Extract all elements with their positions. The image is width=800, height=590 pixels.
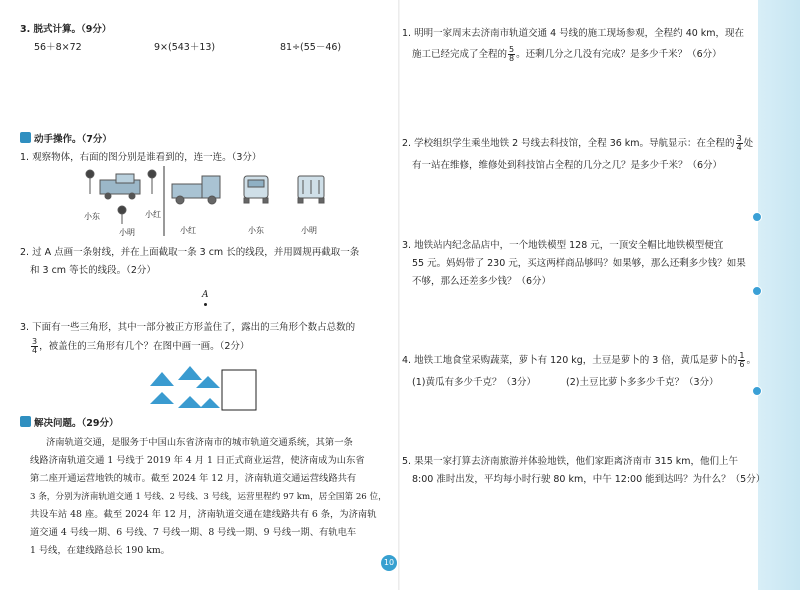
side-margin-strip	[758, 0, 800, 590]
passage-line-1: 济南轨道交通，是服务于中国山东省济南市的城市轨道交通系统，其第一条	[46, 437, 353, 448]
truck-back-view	[298, 176, 324, 203]
r-q4-line1: 4. 地铁工地食堂采购蔬菜，萝卜有 120 kg，土豆是萝卜的 3 倍，黄瓜是萝卜的 $\frac{1}{6}$ 。	[402, 351, 756, 369]
s4-q1-text: 1. 观察物体，右面的图分别是谁看到的，连一连。（3分）	[20, 152, 262, 163]
expr-2: 9×(543＋13)	[154, 42, 216, 53]
triangles	[150, 366, 220, 408]
r-q1-line2: 施工已经完成了全程的 $\frac{5}{8}$ 。还剩几分之几没有完成？是多少千米？（6分）	[412, 45, 722, 63]
truck-side-view	[172, 176, 220, 204]
s4-q2-line2: 和 3 cm 等长的线段。（2分）	[30, 265, 156, 276]
r-q5-line2: 8:00 准时出发，平均每小时行驶 80 km，中午 12:00 能到达吗？为什么？（5分）	[412, 474, 766, 485]
section-icon	[20, 416, 31, 427]
fraction: $\frac{3}{4}$	[736, 134, 742, 152]
label-xiaohong: 小红	[145, 210, 161, 219]
page-number: 10	[381, 555, 397, 571]
r-q3-line1: 3. 地铁站内纪念品店中，一个地铁模型 128 元，一顶安全帽比地铁模型便宜	[402, 240, 724, 251]
covering-square	[222, 370, 256, 410]
r-q2-line1: 2. 学校组织学生乘坐地铁 2 号线去科技馆，全程 36 km。导航显示：在全程的 $\frac{3}{4}$ 处	[402, 134, 754, 152]
s4-q3-line1: 3. 下面有一些三角形，其中一部分被正方形盖住了，露出的三角形个数占总数的	[20, 322, 356, 333]
fraction: $\frac{3}{4}$	[32, 337, 38, 355]
fraction: $\frac{5}{8}$	[509, 45, 515, 63]
margin-dot	[752, 286, 762, 296]
observation-figure	[80, 166, 380, 236]
expr-1: 56＋8×72	[34, 42, 82, 53]
passage-line-5: 共设车站 48 座。截至 2024 年 12 月，济南轨道交通在建线路共有 6 条，为济南轨	[30, 509, 377, 520]
r-q3-line2: 55 元。妈妈带了 230 元，买这两样商品够吗？如果够，那么还剩多少钱？如果	[412, 258, 746, 269]
passage-line-6: 道交通 4 号线一期、6 号线、7 号线一期、8 号线一期、9 号线一期、有轨电车	[30, 527, 357, 538]
section5-title: 解决问题。（29分）	[20, 416, 118, 431]
label-xiaoming: 小明	[119, 228, 135, 237]
margin-dot	[752, 212, 762, 222]
r-q4-sub1: (1)黄瓜有多少千克？（3分）	[412, 377, 537, 388]
fraction: $\frac{1}{6}$	[739, 351, 745, 369]
option-label-2: 小东	[248, 226, 264, 235]
option-label-1: 小红	[180, 226, 196, 235]
passage-line-4: 3 条，分别为济南轨道交通 1 号线、2 号线、3 号线，运营里程约 97 km，居全国第 26 位，	[30, 492, 387, 502]
section-icon	[20, 132, 31, 143]
r-q5-line1: 5. 果果一家打算去济南旅游并体验地铁，他们家距离济南市 315 km，他们上午	[402, 456, 739, 467]
passage-line-7: 1 号线，在建线路总长 190 km。	[30, 545, 170, 556]
r-q4-sub2: (2)土豆比萝卜多多少千克？（3分）	[566, 377, 719, 388]
r-q2-line2: 有一站在维修，维修处到科技馆占全程的几分之几？是多少千米？（6分）	[412, 160, 723, 171]
passage-line-3: 第二座开通运营地铁的城市。截至 2024 年 12 月，济南轨道交通运营线路共有	[30, 473, 357, 484]
section4-title: 动手操作。（7分）	[20, 132, 112, 147]
page-fold	[398, 0, 400, 590]
truck-front-view	[244, 176, 268, 203]
expr-3: 81÷(55－46)	[280, 42, 342, 53]
label-xiaodong: 小东	[84, 212, 100, 221]
triangles-figure	[148, 364, 278, 414]
option-label-3: 小明	[301, 226, 317, 235]
point-a-label: A	[202, 290, 209, 300]
point-a-dot	[204, 303, 207, 306]
s4-q2-line1: 2. 过 A 点画一条射线，并在上面截取一条 3 cm 长的线段，并用圆规再截取一条	[20, 247, 360, 258]
margin-dot	[752, 386, 762, 396]
q3-title: 3. 脱式计算。（9分）	[20, 24, 112, 35]
r-q3-line3: 不够，那么还差多少钱？（6分）	[412, 276, 552, 287]
r-q1-line1: 1. 明明一家周末去济南市轨道交通 4 号线的施工现场参观，全程约 40 km，现在	[402, 28, 745, 39]
s4-q3-line2: $\frac{3}{4}$ ，被盖住的三角形有几个？在图中画一画。（2分）	[32, 337, 250, 355]
passage-line-2: 线路济南轨道交通 1 号线于 2019 年 4 月 1 日正式商业运营，使济南成为山东省	[30, 455, 365, 466]
